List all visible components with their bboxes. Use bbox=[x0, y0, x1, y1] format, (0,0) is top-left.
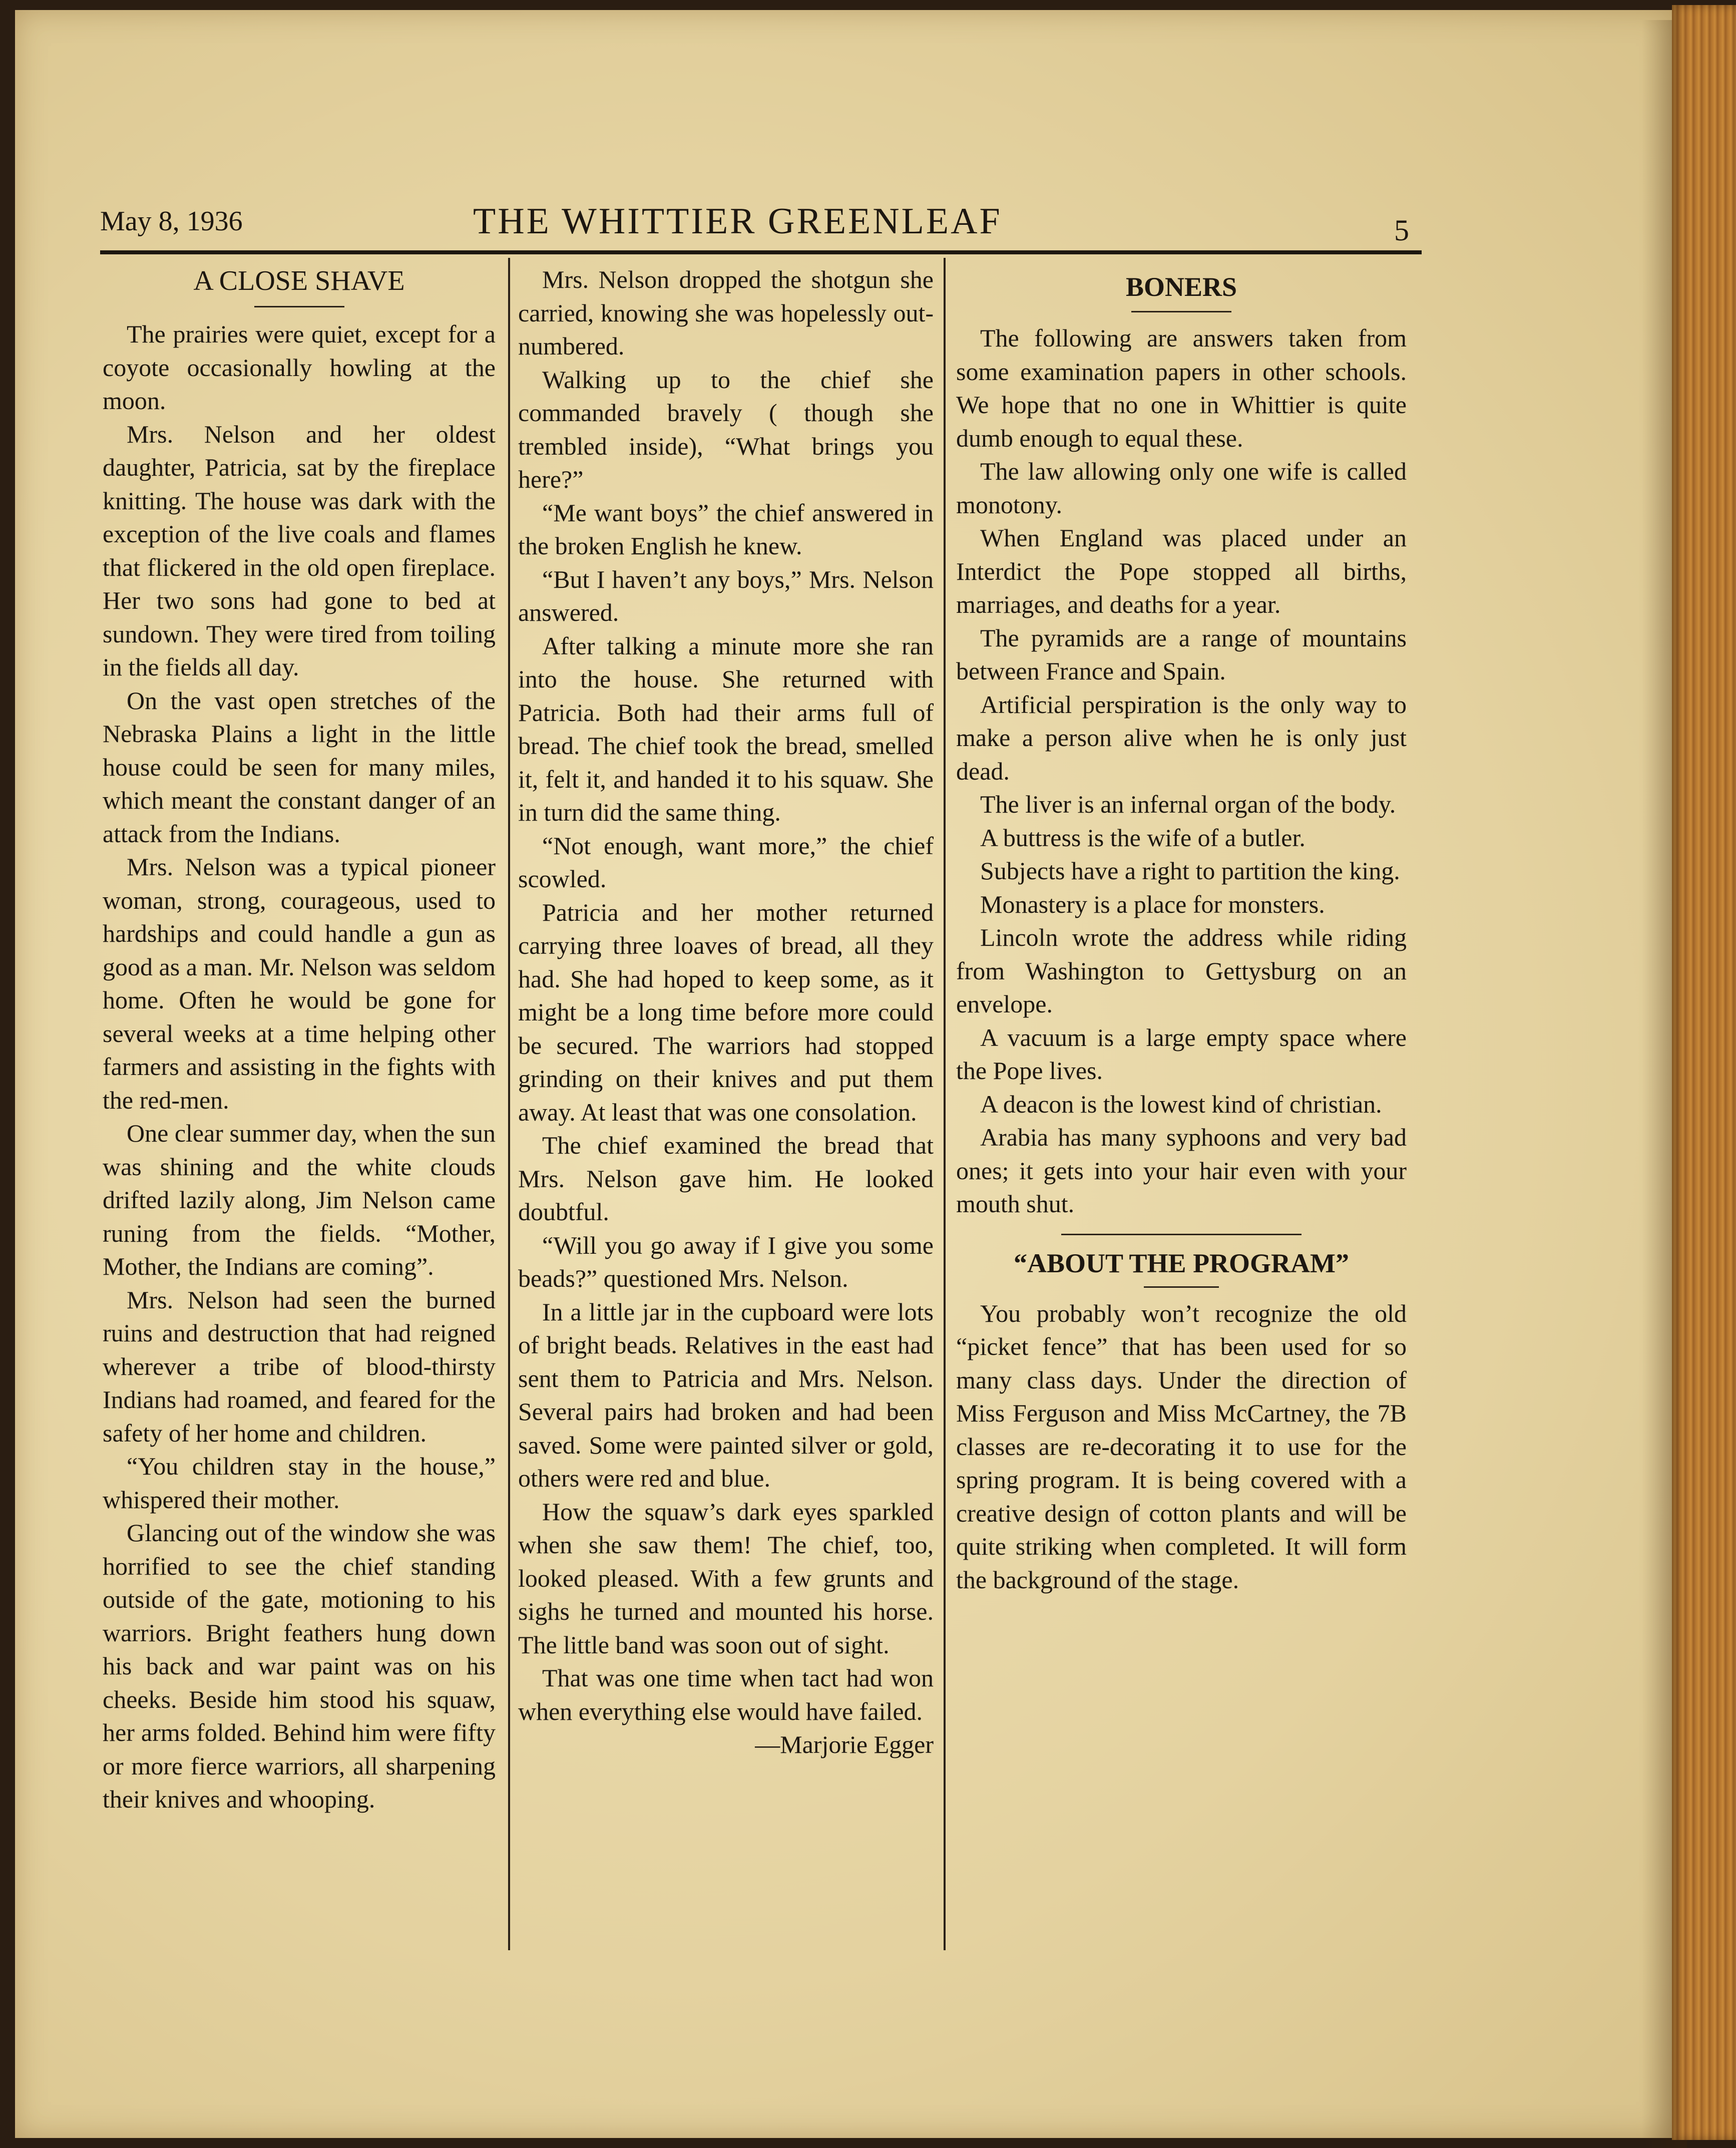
story-paragraph: Glancing out of the window she was horrified to see the chief standing outside of the gate, motioning to his warriors. Bright feathers hung down his back and war paint was on his cheeks. Beside him stood his squaw, her arms folded. Behind him were fifty or more fierce warriors, all sharpening their knives and whooping. bbox=[103, 1519, 496, 1813]
boners-paragraph: The law allowing only one wife is called monotony. bbox=[956, 457, 1407, 519]
story-paragraph: Mrs. Nelson had seen the burned ruins and destruction that had reigned wherever a tribe of blood-thirsty Indians had roamed, and feared for the safety of her home and children. bbox=[103, 1285, 496, 1447]
story-paragraph: Mrs. Nelson dropped the shotgun she carried, knowing she was hopelessly out-numbered. bbox=[518, 265, 934, 360]
story-paragraph: Mrs. Nelson was a typical pioneer woman, strong, courageous, used to hardships and could handle a gun as good as a man. Mr. Nelson was seldom home. Often he would be gone for several weeks at a time helping other farmers and assisting in the fights with the red-men. bbox=[103, 853, 496, 1114]
program-paragraph: You probably won’t recognize the old “picket fence” that has been used for so many class days. Under the direction of Miss Ferguson and Miss McCartney, the 7B classes are re-decorating it to use for the spring program. It is being covered with a creative design of cotton plants and will be quite striking when completed. It will form the background of the stage. bbox=[956, 1299, 1407, 1594]
boners-paragraph: The pyramids are a range of mountains between France and Spain. bbox=[956, 623, 1407, 685]
story-paragraph: Patricia and her mother returned carrying three loaves of bread, all they had. She had hoped to keep some, as it might be a long time before more could be secured. The warriors had stopped grinding on their knives and put them away. At least that was one consolation. bbox=[518, 898, 934, 1126]
story-paragraph: “Will you go away if I give you some beads?” questioned Mrs. Nelson. bbox=[518, 1231, 934, 1292]
boners-paragraph: Arabia has many syphoons and very bad ones; it gets into your hair even with your mouth shut. bbox=[956, 1123, 1407, 1218]
story-paragraph: That was one time when tact had won when everything else would have failed. bbox=[518, 1664, 934, 1725]
page-number: 5 bbox=[1394, 214, 1409, 247]
story-paragraph: On the vast open stretches of the Nebraska Plains a light in the little house could be seen for many miles, which meant the constant danger of an attack from the Indians. bbox=[103, 686, 496, 848]
story-title: A CLOSE SHAVE bbox=[193, 265, 405, 296]
section-separator bbox=[1061, 1234, 1301, 1235]
story-paragraph: The chief examined the bread that Mrs. Nelson gave him. He looked doubtful. bbox=[518, 1131, 934, 1226]
story-paragraph: In a little jar in the cupboard were lots of bright beads. Relatives in the east had sent them to Patricia and Mrs. Nelson. Several pairs had broken and had been saved. Some were painted silver or gold, others were red and blue. bbox=[518, 1297, 934, 1492]
masthead bbox=[100, 200, 1412, 255]
story-paragraph: After talking a minute more she ran into the house. She returned with Patricia. Both had their arms full of bread. The chief took the bread, smelled it, felt it, and handed it to his squaw. She in turn did the same thing. bbox=[518, 631, 934, 826]
boners-paragraph: A vacuum is a large empty space where the Pope lives. bbox=[956, 1023, 1407, 1085]
story-paragraph: “But I haven’t any boys,” Mrs. Nelson answered. bbox=[518, 565, 934, 626]
boners-paragraph: When England was placed under an Interdict the Pope stopped all births, marriages, and deaths for a year. bbox=[956, 524, 1407, 618]
story-paragraph: “Not enough, want more,” the chief scowled. bbox=[518, 831, 934, 893]
boners-paragraph: A deacon is the lowest kind of christian. bbox=[980, 1090, 1382, 1118]
author-signature: —Marjorie Egger bbox=[755, 1730, 934, 1758]
column-divider-1 bbox=[508, 258, 510, 1950]
story-paragraph: Mrs. Nelson and her oldest daughter, Patricia, sat by the fireplace knitting. The house was dark with the exception of the live coals and flames that flickered in the old open fireplace. Her two sons had gone to bed at sundown. They were tired from toiling in the fields all day. bbox=[103, 420, 496, 681]
boners-paragraph: Artificial perspiration is the only way to make a person alive when he is only just dead. bbox=[956, 690, 1407, 785]
boners-paragraph: Subjects have a right to partition the king. bbox=[980, 857, 1400, 885]
program-title-rule bbox=[1144, 1286, 1219, 1288]
newspaper-page bbox=[15, 10, 1672, 2138]
program-title: “ABOUT THE PROGRAM” bbox=[1013, 1248, 1350, 1278]
column-2 bbox=[518, 263, 934, 1761]
boners-paragraph: Lincoln wrote the address while riding from Washington to Gettysburg on an envelope. bbox=[956, 923, 1407, 1018]
story-paragraph: Walking up to the chief she commanded bravely ( though she trembled inside), “What brings you here?” bbox=[518, 365, 934, 493]
book-page-edges bbox=[1672, 5, 1736, 2140]
newspaper-title: THE WHITTIER GREENLEAF bbox=[473, 201, 1002, 242]
story-paragraph: One clear summer day, when the sun was shining and the white clouds drifted lazily along, Jim Nelson came runing from the fields. “Mother, Mother, the Indians are coming”. bbox=[103, 1119, 496, 1280]
boners-title-rule bbox=[1131, 311, 1231, 312]
story-paragraph: “Me want boys” the chief answered in the broken English he knew. bbox=[518, 498, 934, 560]
boners-paragraph: A buttress is the wife of a butler. bbox=[980, 823, 1306, 852]
column-divider-2 bbox=[944, 258, 946, 1950]
issue-date: May 8, 1936 bbox=[100, 206, 243, 237]
boners-paragraph: The liver is an infernal organ of the body. bbox=[980, 790, 1396, 818]
boners-paragraph: Monastery is a place for monsters. bbox=[980, 890, 1325, 918]
boners-paragraph: The following are answers taken from some examination papers in other schools. We hope that no one in Whittier is quite dumb enough to equal these. bbox=[956, 324, 1407, 452]
column-3 bbox=[956, 263, 1407, 1596]
column-1 bbox=[103, 263, 496, 1816]
boners-title: BONERS bbox=[1125, 272, 1237, 302]
story-paragraph: How the squaw’s dark eyes sparkled when she saw them! The chief, too, looked pleased. With a few grunts and sighs he turned and mounted his horse. The little band was soon out of sight. bbox=[518, 1497, 934, 1659]
masthead-rule bbox=[100, 250, 1422, 254]
story-paragraph: The prairies were quiet, except for a coyote occasionally howling at the moon. bbox=[103, 320, 496, 415]
story-paragraph: “You children stay in the house,” whispered their mother. bbox=[103, 1452, 496, 1514]
title-rule bbox=[254, 306, 344, 307]
